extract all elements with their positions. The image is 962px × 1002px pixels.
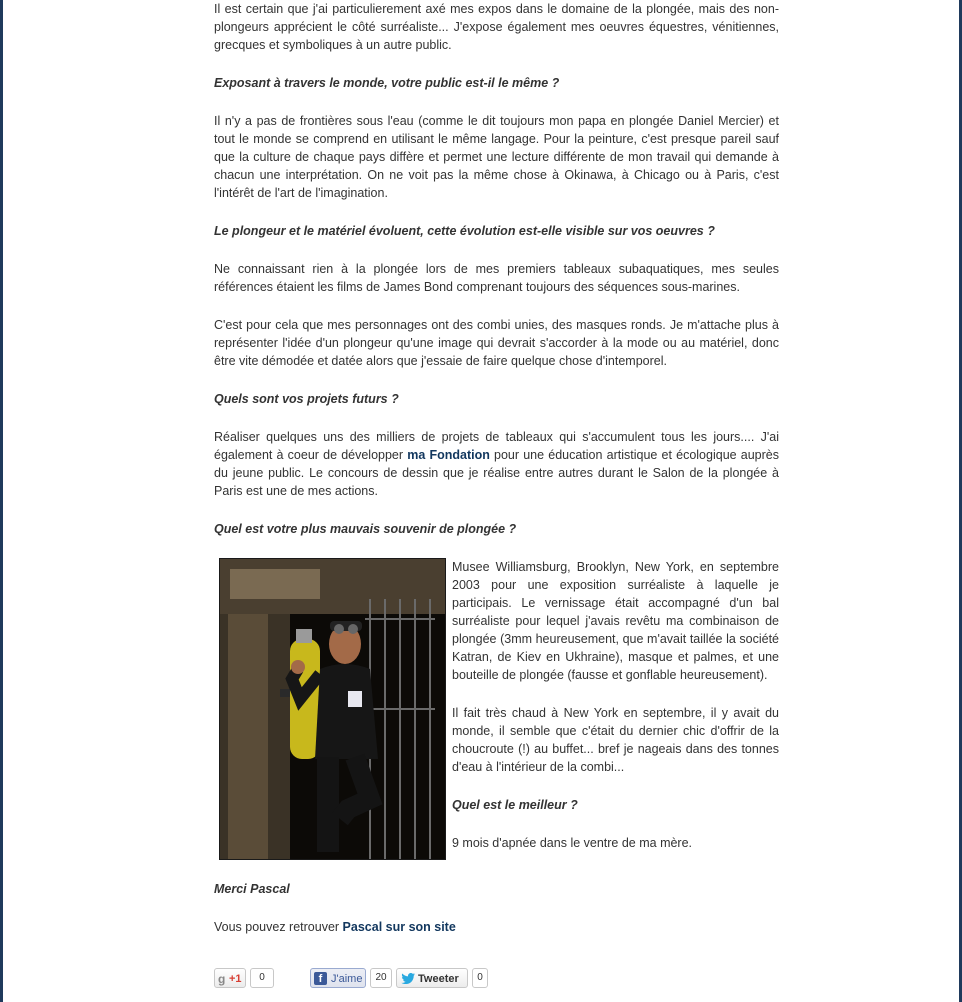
paragraph-text: Vous pouvez retrouver — [214, 920, 343, 934]
photo-illustration — [220, 559, 445, 859]
gplus-label: +1 — [229, 973, 242, 985]
paragraph: Il n'y a pas de frontières sous l'eau (comme le dit toujours mon papa en plongée Daniel Mercier) et tout le monde se comprend en utilisant le même langage. Pour la peinture, c'est presque pareil sauf que la culture de chaque pays diffère et permet une lecture différente de mon travail qui demande à chacun une interprétation. On ne voit pas la même chose à Okinawa, à Chicago ou à Paris, c'est l'intérêt de l'art de l'imagination. — [214, 114, 779, 200]
social-share-bar — [214, 968, 514, 990]
facebook-like-button[interactable] — [310, 968, 366, 988]
question-heading: Exposant à travers le monde, votre public est-il le même ? — [214, 76, 560, 90]
paragraph: Ne connaissant rien à la plongée lors de mes premiers tableaux subaquatiques, mes seules références étaient les films de James Bond comprenant toujours des séquences sous-marines. — [214, 262, 779, 294]
google-plus-button[interactable] — [214, 968, 246, 988]
left-border — [0, 0, 3, 1002]
facebook-like-count: 20 — [370, 968, 392, 988]
photo-section — [214, 558, 779, 860]
question-heading: Le plongeur et le matériel évoluent, cette évolution est-elle visible sur vos oeuvres ? — [214, 224, 715, 238]
paragraph: Il est certain que j'ai particulierement axé mes expos dans le domaine de la plongée, mais des non-plongeurs apprécient le côté surréaliste... J'expose également mes oeuvres équestres, vénitiennes, grecques et symboliques à un autre public. — [214, 2, 779, 52]
article-body — [214, 0, 779, 956]
google-g-icon: g — [218, 972, 226, 986]
gplus-count: 0 — [250, 968, 274, 988]
facebook-like-label: J'aime — [331, 973, 363, 985]
paragraph-text: pour une éducation artistique et écologique auprès du jeune public. Le concours de dessin que je réalise entre autres durant le Salon de la plongée à Paris est une de mes actions. — [214, 448, 779, 498]
tweet-button[interactable] — [396, 968, 468, 988]
facebook-icon: f — [314, 972, 327, 985]
paragraph — [214, 918, 779, 936]
diver-costume-photo — [219, 558, 446, 860]
paragraph: Musee Williamsburg, Brooklyn, New York, en septembre 2003 pour une exposition surréaliste à laquelle je participais. Le vernissage était accompagné d'un bal surréaliste pour lequel j'avais revêtu ma combinaison de plongée (3mm heureusement, que m'avait taillée la société Katran, de Kiev en Ukhraine), masque et palmes, et une bouteille de plongée (fausse et gonflable heureusement). — [452, 560, 779, 682]
paragraph — [214, 428, 779, 500]
question-heading: Quel est votre plus mauvais souvenir de plongée ? — [214, 522, 517, 536]
tweet-count: 0 — [472, 968, 488, 988]
paragraph-text: Réaliser quelques uns des milliers de projets de tableaux qui s'accumulent tous les jours.... J'ai également à coeur de développer — [214, 430, 779, 462]
question-heading: Quels sont vos projets futurs ? — [214, 392, 399, 406]
paragraph: C'est pour cela que mes personnages ont des combi unies, des masques ronds. Je m'attache plus à représenter l'idée d'un plongeur qu'une image qui devrait s'accorder à la mode ou au matériel, donc être vite démodée et datée alors que j'essaie de faire quelque chose d'intemporel. — [214, 318, 779, 368]
thanks-text: Merci Pascal — [214, 882, 290, 896]
pascal-site-link[interactable]: Pascal sur son site — [342, 920, 456, 934]
tweet-label: Tweeter — [418, 973, 459, 985]
fondation-link[interactable]: ma Fondation — [407, 448, 490, 462]
question-heading: Quel est le meilleur ? — [452, 798, 578, 812]
paragraph: 9 mois d'apnée dans le ventre de ma mère. — [452, 836, 693, 850]
paragraph: Il fait très chaud à New York en septembre, il y avait du monde, il semble que c'était du dernier chic d'offrir de la choucroute (!) au buffet... bref je nageais dans des tonnes d'eau à l'intérieur de la combi... — [452, 706, 779, 774]
twitter-bird-icon — [401, 973, 415, 984]
